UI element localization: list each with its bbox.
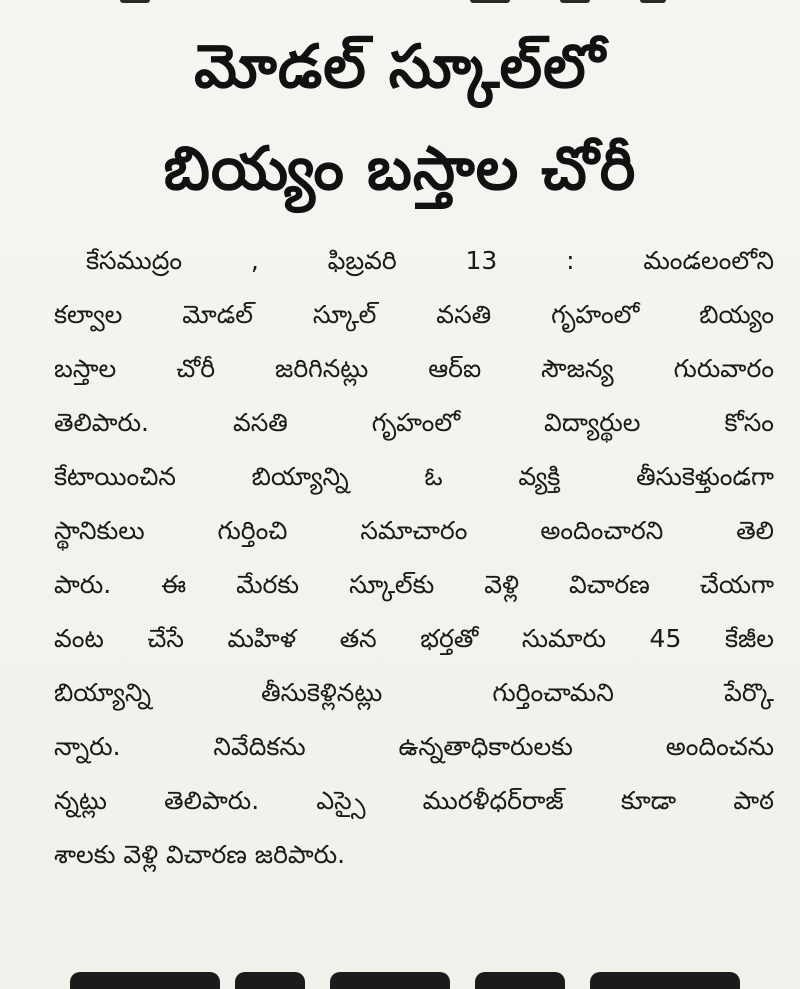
previous-article-edge: [0, 0, 800, 8]
article-body: [54, 234, 774, 882]
article-line: స్థానికులు గుర్తించి సమాచారం అందించారని తెలి: [54, 516, 774, 545]
headline-line-1: మోడల్ స్కూల్‌లో: [194, 32, 606, 102]
article-line: కేసముద్రం , ఫిబ్రవరి 13 : మండలంలోని: [86, 246, 774, 275]
article-line: తెలిపారు. వసతి గృహంలో విద్యార్థుల కోసం: [54, 408, 774, 437]
article-line: పారు. ఈ మేరకు స్కూల్‌కు వెళ్లి విచారణ చేయగా: [54, 570, 774, 599]
article-line: న్నట్లు తెలిపారు. ఎస్సై మురళీధర్‌రాజ్ కూడా పాఠ: [54, 786, 774, 815]
article-line: కేటాయించిన బియ్యాన్ని ఓ వ్యక్తి తీసుకెళ్తుండగా: [54, 462, 774, 491]
article-line: కల్వాల మోడల్ స్కూల్ వసతి గృహంలో బియ్యం: [54, 300, 774, 329]
article-line: బస్తాల చోరీ జరిగినట్లు ఆర్ఐ సౌజన్య గురువారం: [54, 354, 774, 383]
headline-line-2: బియ్యం బస్తాల చోరీ: [163, 134, 637, 204]
next-article-headline-edge: [30, 966, 770, 989]
article-line: బియ్యాన్ని తీసుకెళ్లినట్లు గుర్తించామని పేర్కొ: [54, 678, 774, 707]
article-line: న్నారు. నివేదికను ఉన్నతాధికారులకు అందించను: [54, 732, 774, 761]
article-line: వంట చేసే మహిళ తన భర్తతో సుమారు 45 కేజీల: [54, 624, 774, 653]
article-line: శాలకు వెళ్లి విచారణ జరిపారు.: [54, 840, 346, 869]
